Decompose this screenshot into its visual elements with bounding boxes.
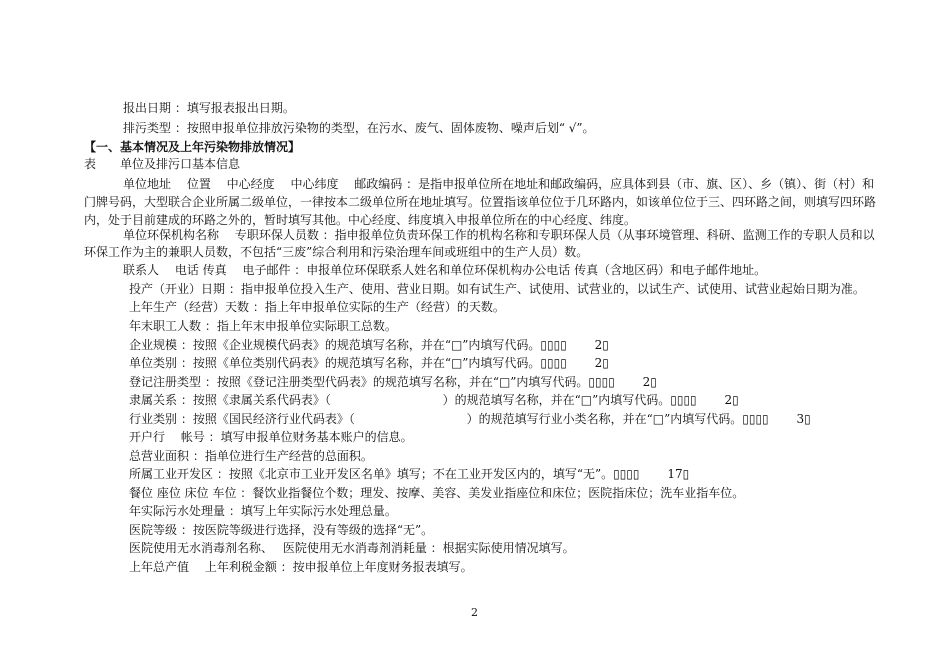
text-line-env-org-cont: 环保工作为主的兼职人员数，不包括“三废”综合利用和污染治理车间或班组中的生产人员）数。: [84, 245, 589, 259]
text-line-wastewater: 年实际污水处理量 ：填写上年实际污水处理总量。: [129, 504, 397, 518]
text-line-affiliation: 隶属关系 ：按照《隶属关系代码表》（ ）的规范填写名称，并在“□”内填写代码。▯▯▯▯ 2▯: [129, 393, 739, 407]
text-line-report-date: 报出日期 ：填写报表报出日期。: [123, 101, 295, 115]
text-line-business-area: 总营业面积 ：指单位进行生产经营的总面积。: [129, 449, 373, 463]
table-title: 表 单位及排污口基本信息: [84, 157, 241, 171]
text-line-address-cont-2: 内，处于目前建成的环路之外的，暂时填写其他。中心经度、纬度填入申报单位所在的中心经度、纬度。: [84, 213, 637, 227]
text-line-registration-type: 登记注册类型 ：按照《登记注册类型代码表》的规范填写名称，并在“□”内填写代码。▯▯▯▯ 2▯: [129, 375, 657, 389]
section-heading: 【一、基本情况及上年污染物排放情况】: [84, 140, 301, 154]
text-line-industry: 行业类别 ：按照《国民经济行业代码表》（ ）的规范填写行业小类名称，并在“□”内填写代码。▯▯▯▯ 3▯: [129, 412, 811, 426]
text-line-hospital-grade: 医院等级 ：按医院等级进行选择，没有等级的选择“无”。: [129, 523, 434, 537]
text-line-bank-account: 开户行 帐号 ：填写申报单位财务基本账户的信息。: [129, 430, 413, 444]
page-number: 2: [471, 606, 478, 619]
text-line-disinfectant: 医院使用无水消毒剂名称、 医院使用无水消毒剂消耗量 ：根据实际使用情况填写。: [129, 541, 575, 555]
text-line-enterprise-scale: 企业规模 ：按照《企业规模代码表》的规范填写名称，并在“□”内填写代码。▯▯▯▯ 2▯: [129, 338, 609, 352]
text-line-env-org: 单位环保机构名称 专职环保人员数 ：指申报单位负责环保工作的机构名称和专职环保人员（从事环境管理、科研、监测工作的专职人员和以: [123, 228, 875, 242]
text-line-seats-beds: 餐位 座位 床位 车位 ：餐饮业指餐位个数；理发、按摩、美容、美发业指座位和床位；医院指床位；洗车业指车位。: [129, 486, 745, 500]
text-line-start-date: 投产（开业）日期 ：指申报单位投入生产、使用、营业日期。如有试生产、试使用、试营业的，以试生产、试使用、试营业起始日期为准。: [129, 282, 865, 296]
text-line-industrial-zone: 所属工业开发区 ：按照《北京市工业开发区名单》填写；不在工业开发区内的，填写“无”。▯▯▯▯ 17▯: [129, 467, 690, 481]
text-line-contact: 联系人 电话 传真 电子邮件 ：申报单位环保联系人姓名和单位环保机构办公电话 传真（含地区码）和电子邮件地址。: [123, 263, 767, 277]
text-line-operating-days: 上年生产（经营）天数 ：指上年申报单位实际的生产（经营）的天数。: [129, 300, 505, 314]
text-line-employee-count: 年末职工人数 ：指上年末申报单位实际职工总数。: [129, 319, 397, 333]
text-line-unit-category: 单位类别 ：按照《单位类别代码表》的规范填写名称，并在“□”内填写代码。▯▯▯▯ 2▯: [129, 356, 609, 370]
text-line-pollution-type: 排污类型 ：按照申报单位排放污染物的类型，在污水、废气、固体废物、噪声后划“ √”。: [123, 121, 595, 135]
text-line-output-value: 上年总产值 上年利税金额 ：按申报单位上年度财务报表填写。: [129, 560, 473, 574]
text-line-address-cont-1: 门牌号码，大型联合企业所属二级单位，一律按本二级单位所在地址填写。位置指该单位位于几环路内，如该单位位于三、四环路之间，则填写四环路: [84, 195, 877, 209]
text-line-address: 单位地址 位置 中心经度 中心纬度 邮政编码 ：是指申报单位所在地址和邮政编码，应具体到县（市、旗、区）、乡（镇）、街（村）和: [123, 177, 875, 191]
